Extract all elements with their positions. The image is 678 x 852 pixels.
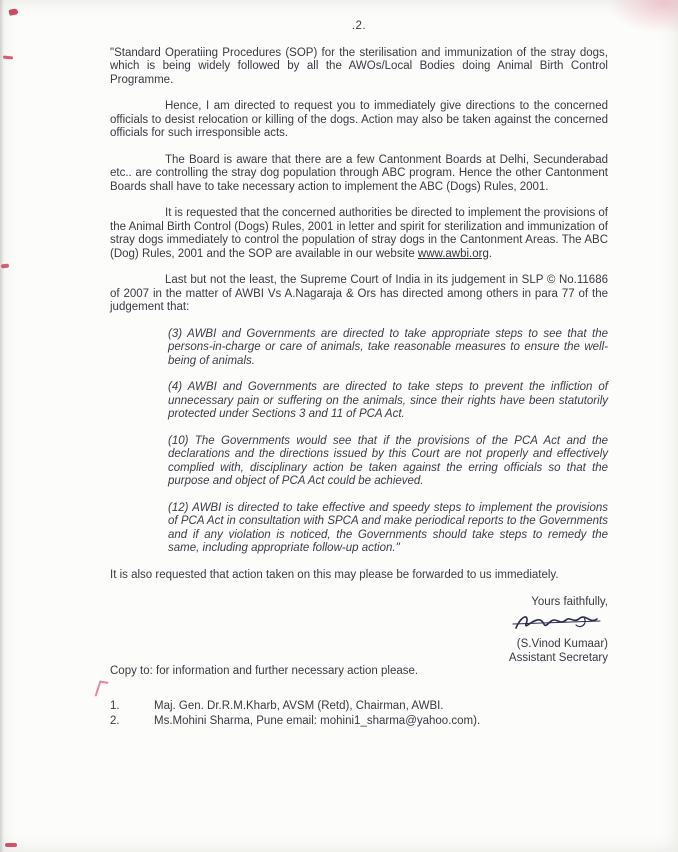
closing-request: It is also requested that action taken on this may please be forwarded to us immediately. [110, 568, 559, 581]
copy-to-list [110, 699, 608, 730]
judgement-quote-3: (3) AWBI and Governments are directed to take appropriate steps to see that the persons-in-charge or care of animals, take reasonable measures to ensure the well-being of animals. [168, 327, 608, 367]
judgement-quote-10: (10) The Governments would see that if the provisions of the PCA Act and the declarations and the directions issued by this Court are not properly and effectively complied with, disciplinary action be taken against the erring officials so that the purpose and object of PCA Act could be achieved. [168, 434, 608, 487]
judgement-quote-12: (12) AWBI is directed to take effective and speedy steps to implement the provisions of PCA Act in consultation with SPCA and make periodical reports to the Governments and if any violation is noticed, the Governments should take steps to remedy the same, including appropriate follow-up action." [168, 501, 608, 554]
list-item-number: 1. [110, 699, 120, 712]
paragraph-directions: Hence, I am directed to request you to immediately give directions to the concerned officials to desist relocation or killing of the dogs. Action may also be taken against the concerned officials for such irresponsible acts. [110, 100, 608, 139]
signatory-title: Assistant Secretary [508, 652, 608, 664]
valediction: Yours faithfully, [531, 596, 608, 608]
signature-scribble [510, 611, 602, 635]
list-item [110, 699, 608, 715]
paragraph-abc-rules-period: . [488, 247, 493, 260]
judgement-quote-4: (4) AWBI and Governments are directed to take steps to prevent the infliction of unnecessary pain or suffering on the animals, since their rights have been statutorily protected under Sections 3 and 11 of PCA Act. [168, 381, 608, 420]
list-item-text: Maj. Gen. Dr.R.M.Kharb, AVSM (Retd), Chairman, AWBI. [154, 699, 444, 712]
scan-artifact-red-mark [5, 843, 17, 847]
page-number: .2. [351, 20, 367, 32]
paragraph-abc-rules-text: It is requested that the concerned authorities be directed to implement the provisions of the Animal Birth Control (Dogs) Rules, 2001 in letter and spirit for sterilization and immunization of stray dogs immediately to control the population of stray dogs in the Cantonment Areas. The ABC (Dog) Rules, 2001 and the SOP are available in our website [110, 207, 609, 260]
list-item-text: Ms.Mohini Sharma, Pune email: mohini1_sharma@yahoo.com). [154, 715, 481, 727]
list-item-number: 2. [110, 715, 120, 727]
paragraph-sop: "Standard Operatiing Procedures (SOP) for the sterilisation and immunization of the stray dogs, which is being widely followed by all the AWOs/Local Bodies doing Animal Birth Control Programme. [110, 46, 608, 86]
signatory-name: (S.Vinod Kumaar) [516, 638, 608, 650]
copy-to-heading: Copy to: for information and further necessary action please. [110, 665, 419, 677]
website-link[interactable]: www.awbi.org [417, 247, 489, 260]
paragraph-abc-rules [110, 207, 608, 261]
list-item [110, 714, 608, 730]
paragraph-supreme-court: Last but not the least, the Supreme Court of India in its judgement in SLP © No.11686 of 2007 in the matter of AWBI Vs A.Nagaraja & Ors has directed among others in para 77 of the judgement that: [110, 274, 608, 313]
signature-block [438, 595, 608, 665]
paragraph-cantonment-boards: The Board is aware that there are a few Cantonment Boards at Delhi, Secunderabad etc.. are controlling the stray dog population through ABC program. Hence the other Cantonment Boards shall have to take necessary action to implement the ABC (Dogs) Rules, 2001. [110, 153, 608, 193]
